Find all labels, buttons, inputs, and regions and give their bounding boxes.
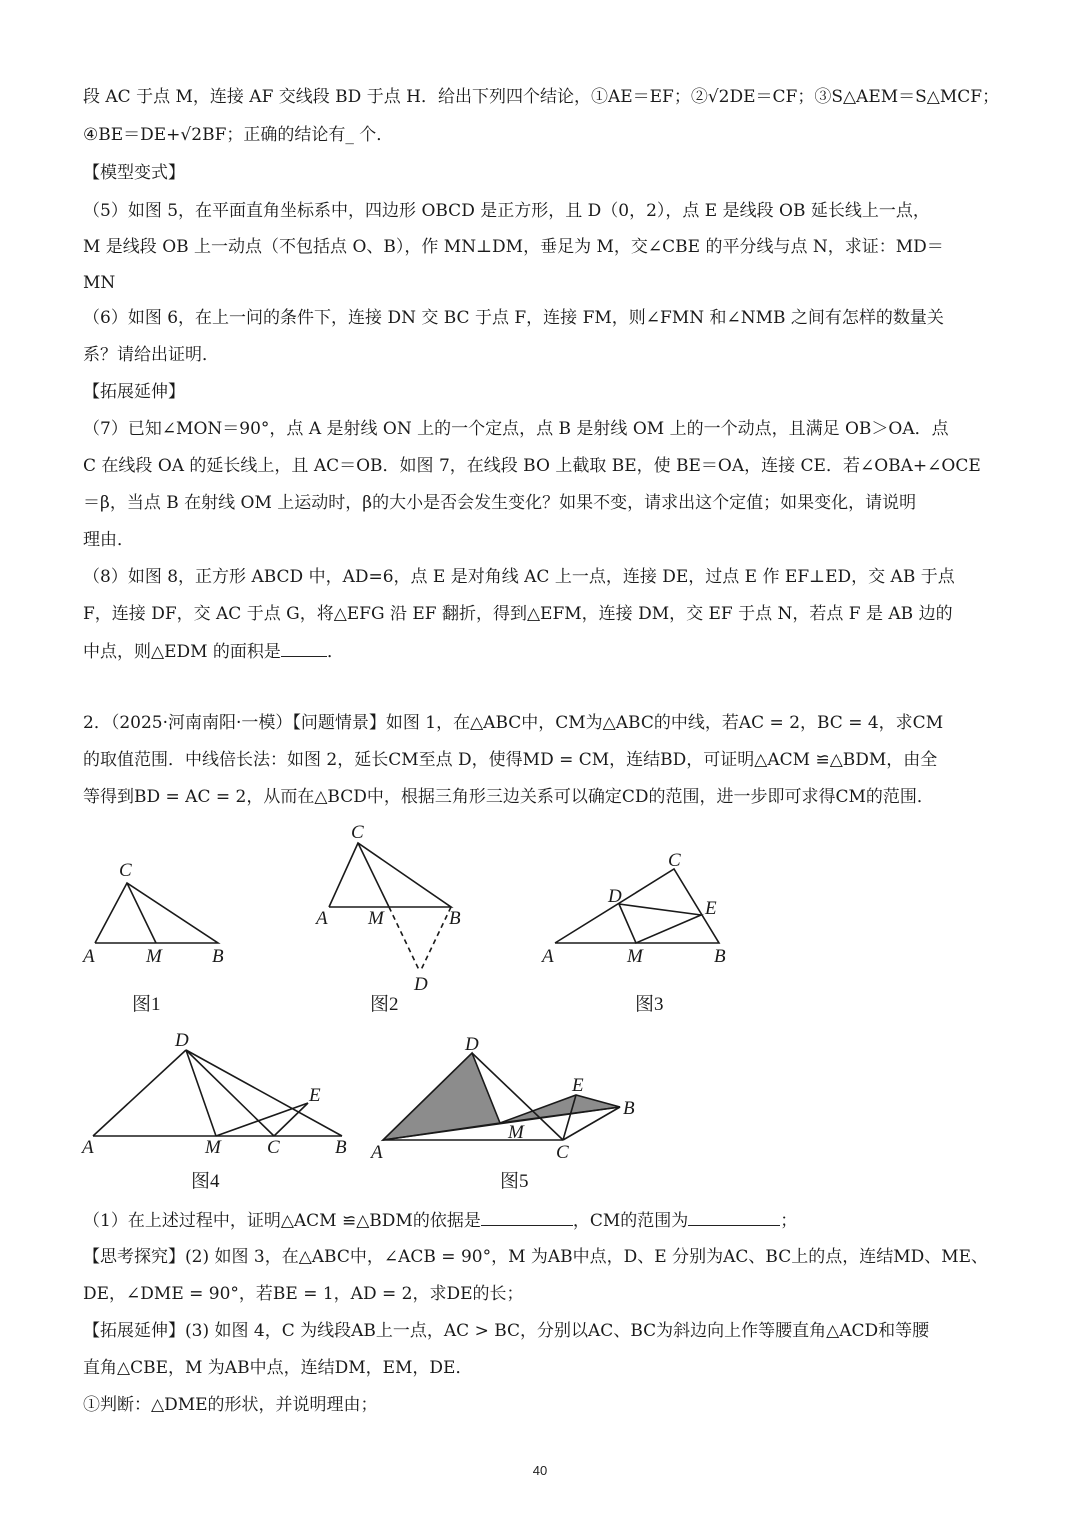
p1-conclusions-line-1: 段 AC 于点 M，连接 AF 交线段 BD 于点 H．给出下列四个结论，①AE＝EF；②√2DE＝CF；③S△AEM＝S△MCF； [83, 87, 1000, 107]
figure-3 [555, 869, 719, 943]
q1-prefix: （1）在上述过程中，证明△ACM ≌△BDM的依据是 [83, 1211, 481, 1231]
figure-5 [383, 1053, 620, 1140]
q8-line-2: F，连接 DF，交 AC 于点 G，将△EFG 沿 EF 翻折，得到△EFM，连接 DM，交 EF 于点 N，若点 F 是 AB 边的 [83, 604, 953, 624]
fig3-label-A: A [542, 946, 554, 967]
fig2-label-B: B [449, 908, 461, 929]
q6-line-1: （6）如图 6，在上一问的条件下，连接 DN 交 BC 于点 F，连接 FM，则∠FMN 和∠NMB 之间有怎样的数量关 [83, 308, 944, 328]
p2-intro-line-1: 2．（2025·河南南阳·一模）【问题情景】如图 1，在△ABC中，CM为△ABC的中线，若AC = 2，BC = 4，求CM [83, 713, 944, 733]
fig2-caption: 图2 [370, 994, 399, 1015]
p2-intro-line-2: 的取值范围．中线倍长法：如图 2，延长CM至点 D，使得MD = CM，连结BD，可证明△ACM ≌△BDM，由全 [83, 750, 938, 770]
fig3-label-C: C [668, 850, 681, 871]
q5-line-3: MN [83, 273, 116, 293]
fig3-caption: 图3 [635, 994, 664, 1015]
fig5-label-E: E [572, 1075, 584, 1096]
figure-2 [329, 843, 451, 972]
q7-line-3: ＝β，当点 B 在射线 OM 上运动时，β的大小是否会发生变化？如果不变，请求出这个定值；如果变化，请说明 [83, 493, 917, 513]
p2-q2-line-1: 【思考探究】(2) 如图 3，在△ABC中，∠ACB = 90°，M 为AB中点，D、E 分别为AC、BC上的点，连结MD、ME、 [83, 1247, 989, 1267]
fig4-label-M: M [205, 1137, 221, 1158]
q1-end: ； [780, 1211, 798, 1231]
q7-line-2: C 在线段 OA 的延长线上，且 AC＝OB．如图 7，在线段 BO 上截取 BE，使 BE＝OA，连接 CE．若∠OBA+∠OCE [83, 456, 981, 476]
fig3-label-B: B [714, 946, 726, 967]
fig4-label-A: A [82, 1137, 94, 1158]
section-heading-extension: 【拓展延伸】 [83, 382, 185, 402]
p2-q3-line-2: 直角△CBE，M 为AB中点，连结DM，EM，DE． [83, 1358, 473, 1378]
fig1-label-A: A [83, 946, 95, 967]
fig5-label-C: C [556, 1142, 569, 1163]
q1-range-blank[interactable] [688, 1209, 780, 1226]
p2-q3-line-3: ①判断：△DME的形状，并说明理由； [83, 1395, 378, 1415]
fig2-label-D: D [414, 974, 428, 995]
fig3-label-E: E [705, 898, 717, 919]
fig4-label-D: D [175, 1030, 189, 1051]
q8-line-1: （8）如图 8，正方形 ABCD 中，AD=6，点 E 是对角线 AC 上一点，连接 DE，过点 E 作 EF⊥ED，交 AB 于点 [83, 567, 955, 587]
q1-basis-blank[interactable] [481, 1209, 573, 1226]
fig5-label-D: D [465, 1034, 479, 1055]
p1-conclusions-line-2: ④BE＝DE+√2BF；正确的结论有_ 个． [83, 125, 394, 145]
q7-line-4: 理由． [83, 530, 134, 550]
figure-4 [93, 1050, 342, 1136]
q1-middle: ，CM的范围为 [572, 1211, 689, 1231]
fig5-label-A: A [371, 1142, 383, 1163]
p2-q1-line [83, 1209, 797, 1232]
fig1-label-M: M [146, 946, 162, 967]
q7-line-1: （7）已知∠MON＝90°，点 A 是射线 ON 上的一个定点，点 B 是射线 OM 上的一个动点，且满足 OB＞OA．点 [83, 419, 949, 439]
fig3-label-D: D [608, 886, 622, 907]
fig4-label-E: E [309, 1085, 321, 1106]
fig3-label-M: M [627, 946, 643, 967]
p2-intro-line-3: 等得到BD = AC = 2，从而在△BCD中，根据三角形三边关系可以确定CD的范围，进一步即可求得CM的范围． [83, 787, 934, 807]
fig1-caption: 图1 [132, 994, 161, 1015]
fig5-label-M: M [508, 1122, 524, 1143]
fig4-label-B: B [335, 1137, 347, 1158]
fig4-caption: 图4 [191, 1171, 220, 1192]
fig1-label-C: C [119, 860, 132, 881]
fig2-label-M: M [368, 908, 384, 929]
q6-line-2: 系？请给出证明． [83, 345, 219, 365]
q8-text: 中点，则△EDM 的面积是 [83, 642, 281, 662]
p2-q2-line-2: DE，∠DME = 90°，若BE = 1，AD = 2，求DE的长； [83, 1284, 524, 1304]
fig2-label-C: C [351, 822, 364, 843]
fig5-caption: 图5 [500, 1171, 529, 1192]
p2-q3-line-1: 【拓展延伸】(3) 如图 4，C 为线段AB上一点，AC > BC，分别以AC、BC为斜边向上作等腰直角△ACD和等腰 [83, 1321, 930, 1341]
fig4-label-C: C [267, 1137, 280, 1158]
page-number: 40 [532, 1463, 548, 1478]
figure-1 [95, 883, 218, 943]
q8-end: ． [326, 642, 344, 662]
section-heading-model-variant: 【模型变式】 [83, 163, 185, 183]
fig1-label-B: B [212, 946, 224, 967]
q5-line-2: M 是线段 OB 上一动点（不包括点 O、B），作 MN⊥DM，垂足为 M，交∠CBE 的平分线与点 N，求证：MD＝ [83, 237, 944, 257]
q5-line-1: （5）如图 5，在平面直角坐标系中，四边形 OBCD 是正方形，且 D（0，2），点 E 是线段 OB 延长线上一点， [83, 201, 930, 221]
fig2-label-A: A [316, 908, 328, 929]
fig5-label-B: B [623, 1098, 635, 1119]
